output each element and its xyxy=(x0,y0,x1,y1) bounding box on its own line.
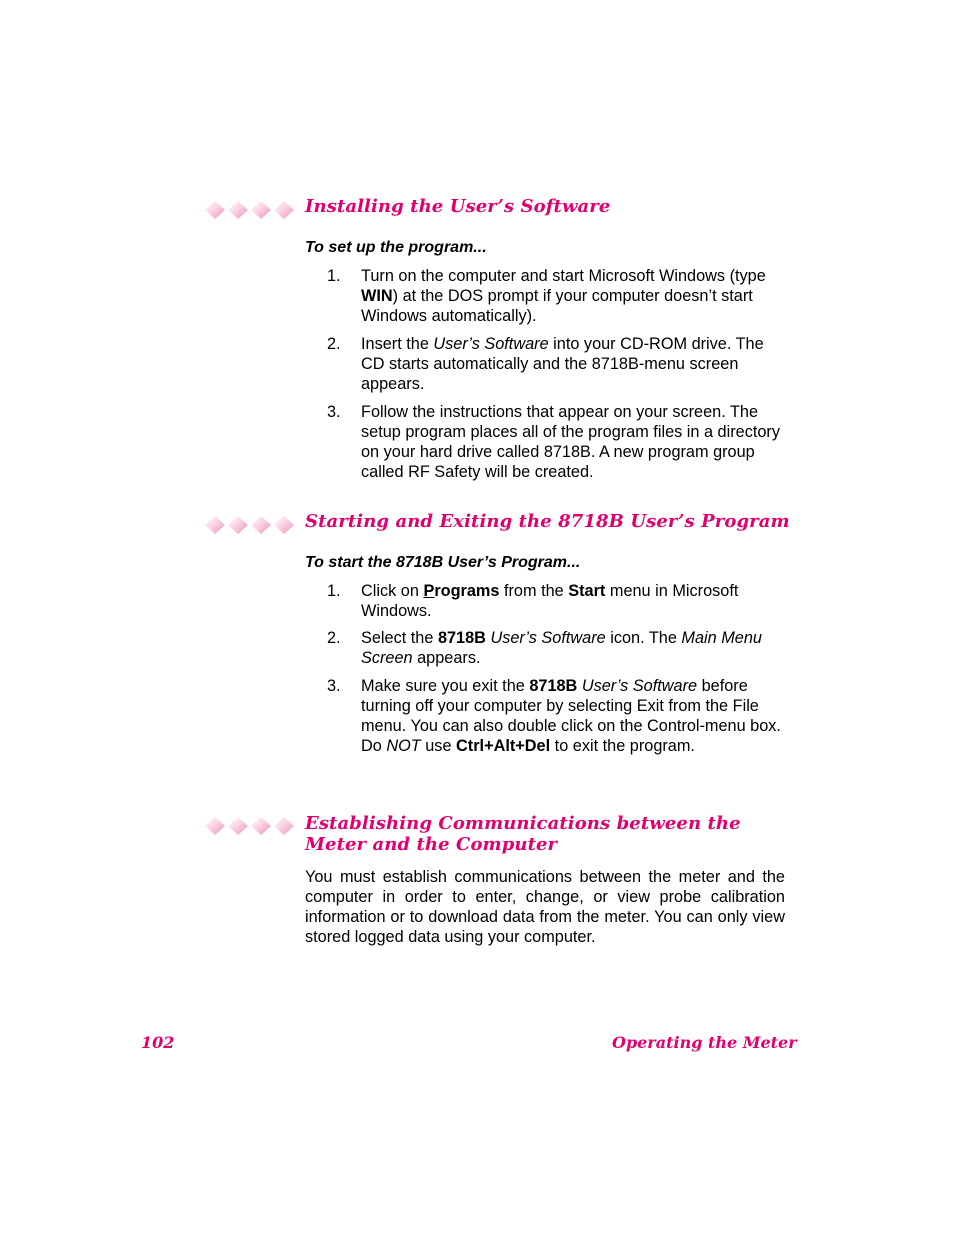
step-text: Insert the User’s Software into your CD-ROM drive. The CD starts automatically and the 8718B-menu screen appears. xyxy=(361,335,764,393)
four-diamonds-icon xyxy=(203,198,295,222)
section-heading-starting: Starting and Exiting the 8718B User’s Program xyxy=(305,511,790,532)
subheading-setup: To set up the program... xyxy=(305,239,487,256)
step-text: Make sure you exit the 8718B User’s Software before turning off your computer by selecting Exit from the File menu. You can also double click on the Control-menu box. Do NOT use Ctrl+Alt+Del to exit the program. xyxy=(361,677,781,755)
four-diamonds-icon xyxy=(203,814,295,838)
section-heading-installing: Installing the User’s Software xyxy=(305,196,611,217)
step-text: Turn on the computer and start Microsoft Windows (type WIN) at the DOS prompt if your computer doesn’t start Windows automatically). xyxy=(361,267,766,325)
running-footer-title: Operating the Meter xyxy=(612,1033,797,1052)
step-number: 1. xyxy=(327,582,341,600)
step-text: Select the 8718B User’s Software icon. The Main Menu Screen appears. xyxy=(361,629,762,667)
subheading-start: To start the 8718B User’s Program... xyxy=(305,554,581,571)
page-number: 102 xyxy=(141,1033,175,1052)
section-paragraph: You must establish communications between the meter and the computer in order to enter, change, or view probe calibration information or to download data from the meter. You can only view stored logged data using your computer. xyxy=(305,868,785,946)
section-heading-communications: Establishing Communications between the Meter and the Computer xyxy=(305,813,741,855)
step-number: 3. xyxy=(327,677,341,695)
step-number: 1. xyxy=(327,267,341,285)
step-number: 2. xyxy=(327,335,341,353)
step-text: Follow the instructions that appear on your screen. The setup program places all of the program files in a directory on your hard drive called 8718B. A new program group called RF Safety will be created. xyxy=(361,403,780,481)
step-number: 2. xyxy=(327,629,341,647)
step-number: 3. xyxy=(327,403,341,421)
four-diamonds-icon xyxy=(203,513,295,537)
step-text: Click on Programs from the Start menu in Microsoft Windows. xyxy=(361,582,739,620)
